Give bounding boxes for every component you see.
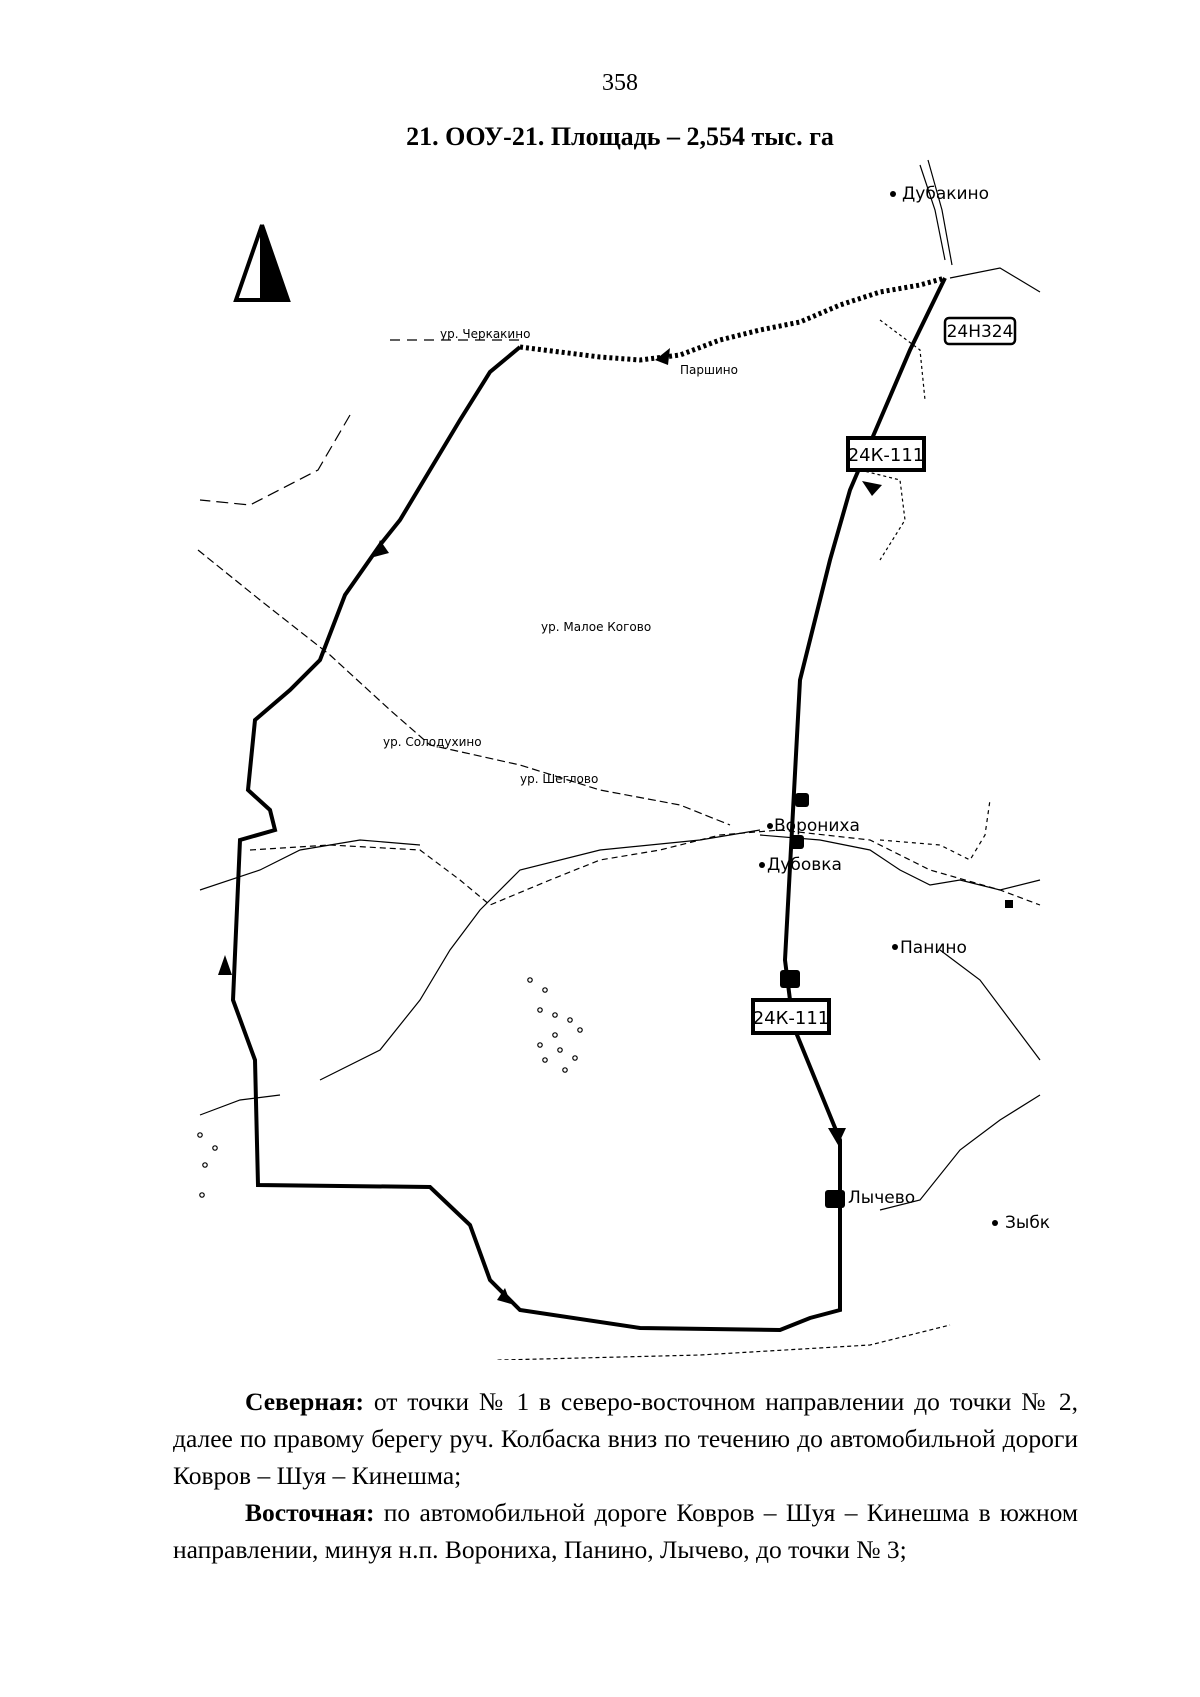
label-voronikha: Ворониха [774, 816, 860, 836]
north-arrow-icon [236, 225, 288, 300]
north-boundary-label: Северная: [245, 1387, 365, 1416]
label-dubovka: Дубовка [767, 855, 842, 875]
label-cherkakino: ур. Черкакино [440, 327, 531, 341]
east-boundary-paragraph [173, 1494, 1078, 1568]
page-number: 358 [602, 70, 638, 96]
label-maloe-kogovo: ур. Малое Когово [541, 620, 652, 634]
east-boundary-label: Восточная: [245, 1498, 375, 1527]
page-title: 21. ООУ-21. Площадь – 2,554 тыс. га [406, 122, 834, 151]
label-parshino: Паршино [680, 363, 738, 377]
north-boundary-paragraph [173, 1383, 1078, 1494]
north-boundary-text: от точки № 1 в северо-восточном направлении до точки № 2, далее по правому берегу руч. Колбаска вниз по течению до автомобильной дороги Ковров – Шуя – Кинешма; [173, 1387, 1078, 1490]
svg-text:24Н324: 24Н324 [946, 322, 1014, 342]
boundary-map [180, 150, 1080, 1360]
road-badge-24k111-south [753, 1000, 830, 1033]
road-badge-24n324 [945, 318, 1015, 344]
svg-text:24К-111: 24К-111 [847, 445, 925, 466]
boundary-route [233, 278, 945, 1330]
east-boundary-text: по автомобильной дороге Ковров – Шуя – Кинешма в южном направлении, минуя н.п. Ворониха, Панино, Лычево, до точки № 3; [173, 1498, 1078, 1564]
label-solodukhino: ур. Солодухино [383, 735, 482, 749]
label-sheglovo: ур. Шеглово [520, 772, 599, 786]
svg-text:24К-111: 24К-111 [752, 1008, 830, 1029]
boundary-description [173, 1383, 1078, 1568]
label-lychevo: Лычево [848, 1188, 916, 1208]
north-boundary-stream [520, 278, 945, 360]
label-panino: Панино [900, 938, 967, 958]
label-zybki: Зыбк [1005, 1213, 1051, 1233]
road-badge-24k111-north [848, 438, 925, 470]
label-dubakino: Дубакино [902, 184, 990, 204]
